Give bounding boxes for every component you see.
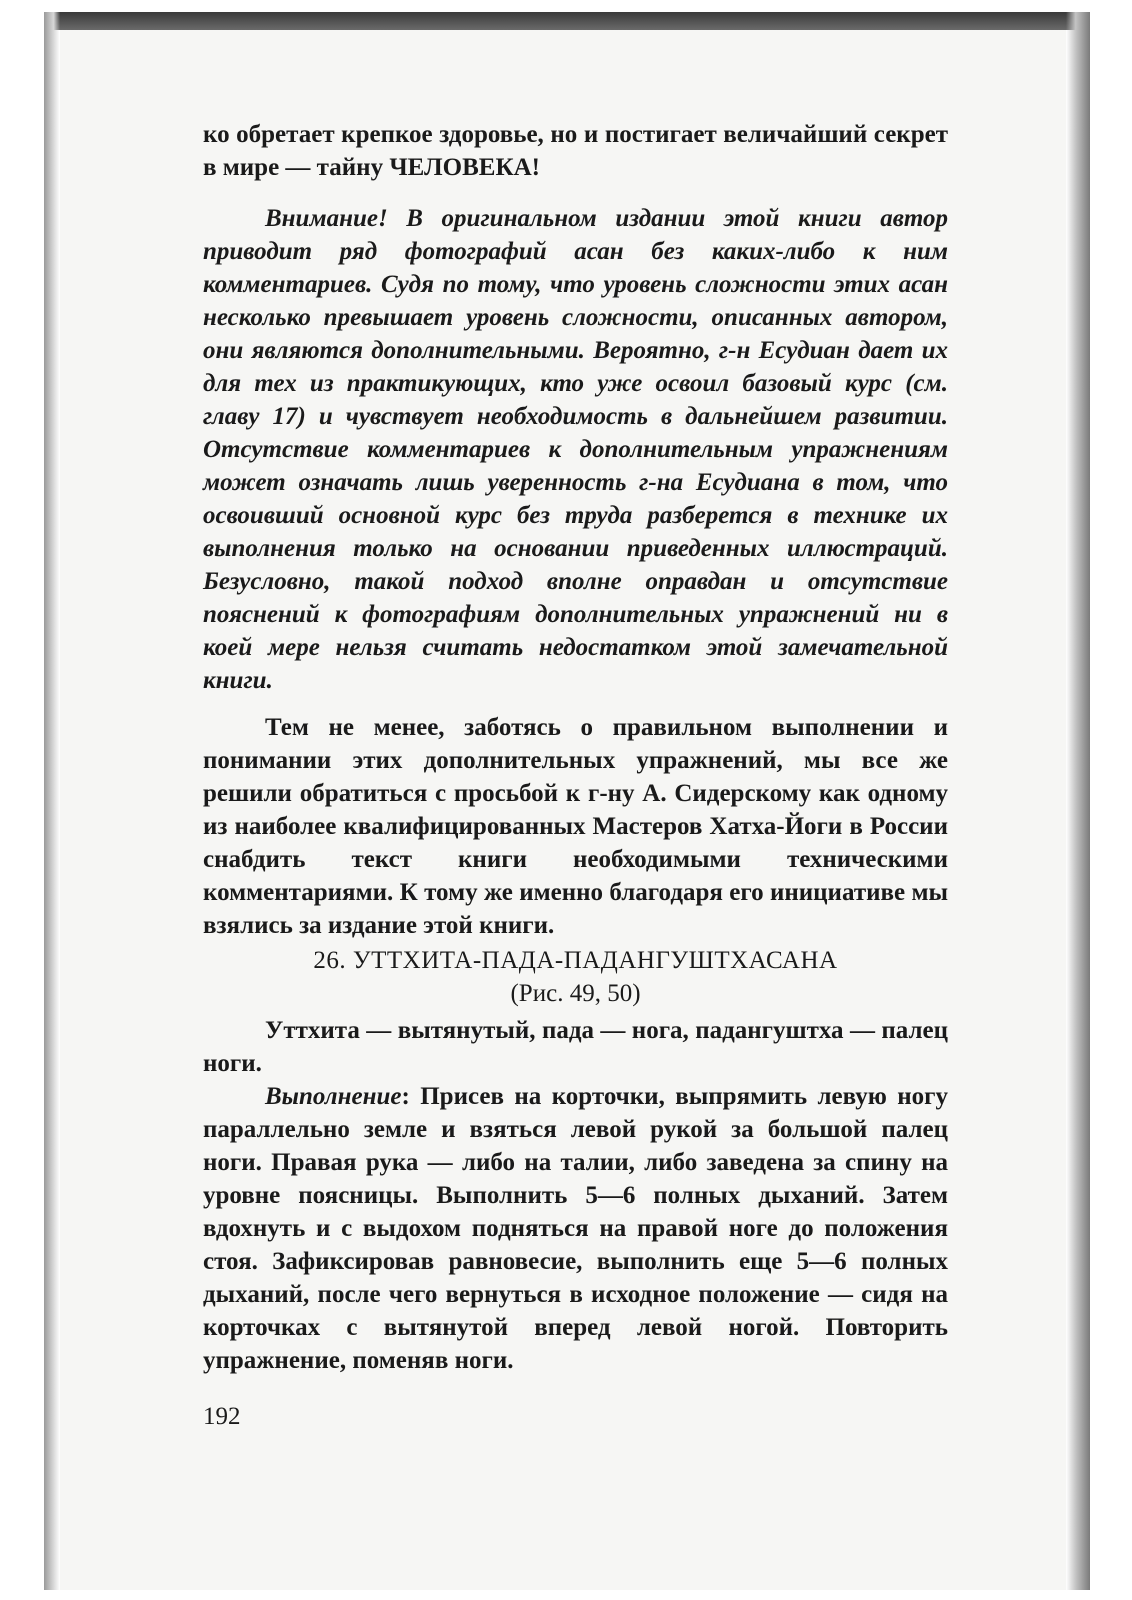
editor-paragraph: Тем не менее, заботясь о правильном выполнении и понимании этих дополнительных упражнений, мы все же решили обратиться с просьбой к г-ну А. Сидерскому как одному из наиболее квалифицированных Мастеров Хатха-Йоги в России снабдить текст книги необходимыми техническими комментариями. К тому же именно благодаря его инициативе мы взялись за издание этой книги.	[203, 714, 948, 939]
execution-label: Выполнение	[265, 1083, 402, 1110]
execution-paragraph	[203, 1080, 948, 1377]
definition-paragraph: Уттхита — вытянутый, пада — нога, падангуштха — палец ноги.	[203, 1017, 948, 1077]
scan-border-right	[1066, 12, 1090, 1590]
section-figures: (Рис. 49, 50)	[510, 980, 641, 1007]
page-number: 192	[203, 1403, 241, 1430]
scan-border-left	[44, 12, 60, 1590]
execution-text: : Присев на корточки, выпрямить левую ногу параллельно земле и взяться левой рукой за большой палец ноги. Правая рука — либо на талии, либо заведена за спину на уровне поясницы. Выполнить 5—6 полных дыханий. Затем вдохнуть и с выдохом подняться на правой ноге до положения стоя. Зафиксировав равновесие, выполнить еще 5—6 полных дыханий, после чего вернуться в исходное положение — сидя на корточках с вытянутой вперед левой ногой. Повторить упражнение, поменяв ноги.	[203, 1083, 948, 1374]
top-paragraph: ко обретает крепкое здоровье, но и постигает величайший секрет в мире — тайну ЧЕЛОВЕКА!	[203, 121, 948, 181]
scan-border-top	[44, 12, 1090, 30]
page-text	[203, 118, 948, 1377]
section-title: 26. УТТХИТА-ПАДА-ПАДАНГУШТХАСАНА	[313, 947, 838, 974]
editor-note: Внимание! В оригинальном издании этой книги автор приводит ряд фотографий асан без каких-либо к ним комментариев. Судя по тому, что уровень сложности этих асан несколько превышает уровень сложности, описанных автором, они являются дополнительными. Вероятно, г-н Есудиан дает их для тех из практикующих, кто уже освоил базовый курс (см. главу 17) и чувствует необходимость в дальнейшем развитии. Отсутствие комментариев к дополнительным упражнениям может означать лишь уверенность г-на Есудиана в том, что освоивший основной курс без труда разберется в технике их выполнения только на основании приведенных иллюстраций. Безусловно, такой подход вполне оправдан и отсутствие пояснений к фотографиям дополнительных упражнений ни в коей мере нельзя считать недостатком этой замечательной книги.	[203, 205, 948, 694]
